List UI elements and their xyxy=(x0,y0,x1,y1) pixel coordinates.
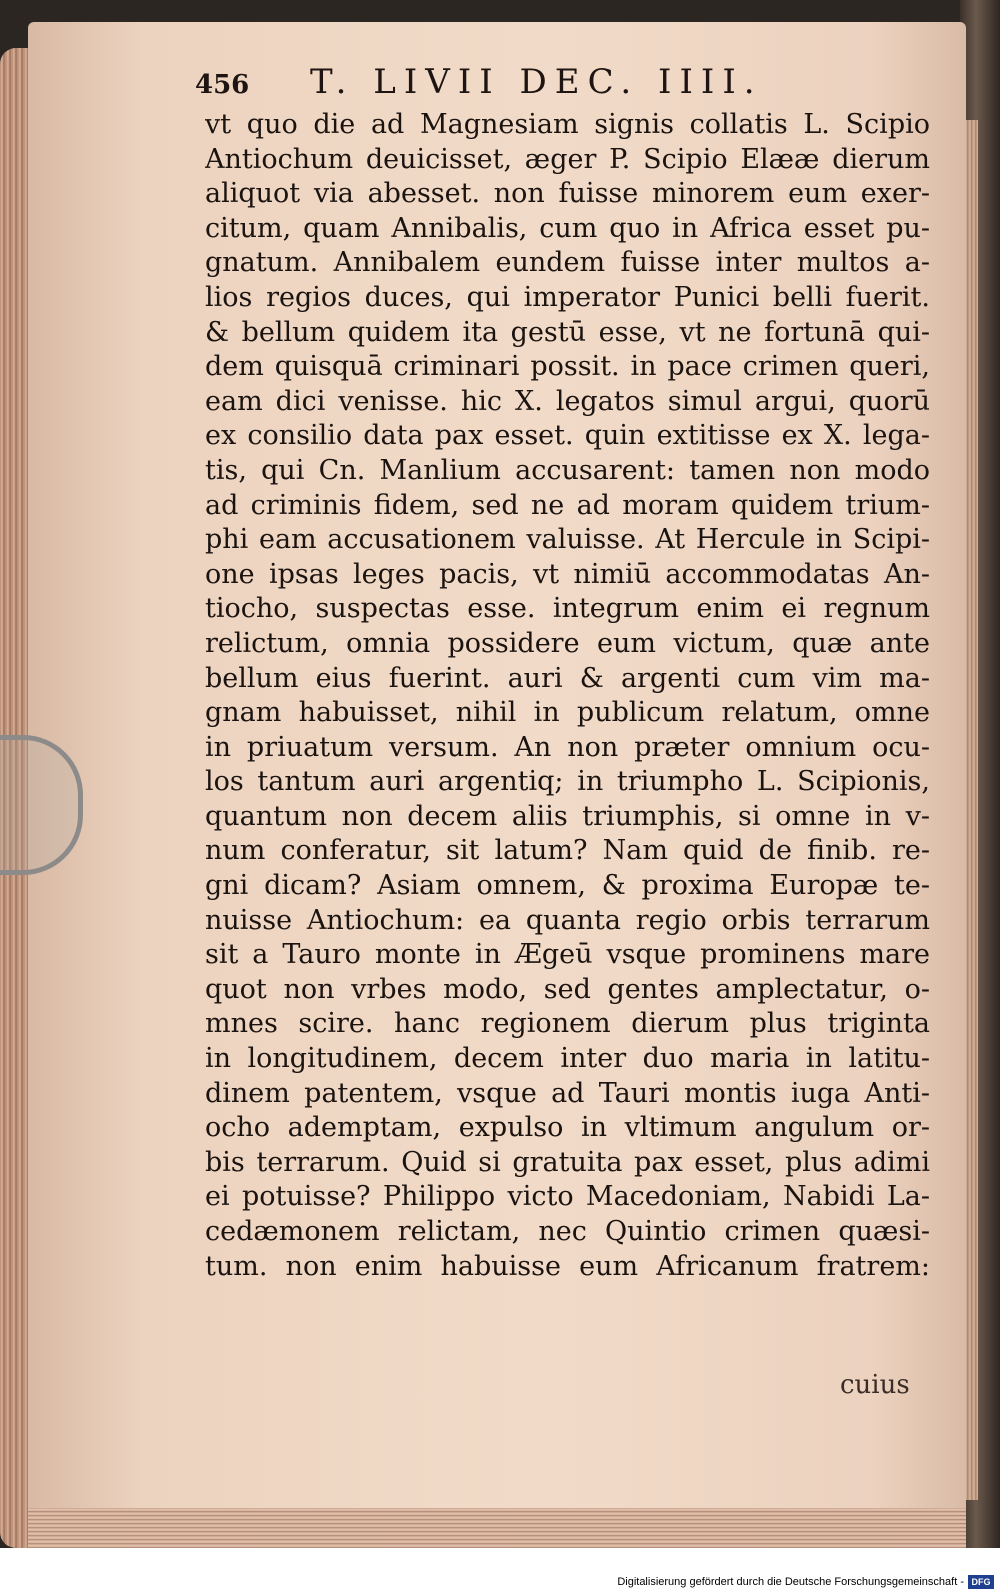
text-line: phi eam accusationem valuisse. At Hercule in Scipi- xyxy=(205,524,930,556)
page-number: 456 xyxy=(195,70,250,100)
text-line: gnatum. Annibalem eundem fuisse inter multos a- xyxy=(205,247,930,279)
text-line: in longitudinem, decem inter duo maria in latitu- xyxy=(205,1043,930,1075)
text-line: bellum eius fuerint. auri & argenti cum vim ma- xyxy=(205,662,930,694)
text-line: Antiochum deuicisset, æger P. Scipio Elææ dierum xyxy=(205,143,930,175)
dfg-logo-icon: DFG xyxy=(968,1575,994,1589)
text-line: cedæmonem relictam, nec Quintio crimen quæsi- xyxy=(205,1216,930,1247)
text-line: tum. non enim habuisse eum Africanum fratrem: xyxy=(205,1250,930,1282)
text-line: dinem patentem, vsque ad Tauri montis iuga Anti- xyxy=(205,1077,930,1109)
text-line: & bellum quidem ita gestū esse, vt ne fortunā qui- xyxy=(205,316,930,348)
text-line: in priuatum versum. An non præter omnium ocu- xyxy=(205,731,930,763)
text-line: one ipsas leges pacis, vt nimiū accommodatas An- xyxy=(205,558,930,590)
text-line: relictum, omnia possidere eum victum, quæ ante xyxy=(205,627,930,659)
text-line: tis, qui Cn. Manlium accusarent: tamen non modo xyxy=(205,454,930,486)
text-line: eam dici venisse. hic X. legatos simul argui, quorū xyxy=(205,385,930,417)
text-line: vt quo die ad Magnesiam signis collatis L. Scipio xyxy=(205,109,930,140)
text-line: ad criminis fidem, sed ne ad moram quidem trium- xyxy=(205,489,930,521)
running-header xyxy=(195,58,835,108)
text-line: los tantum auri argentiq; in triumpho L. Scipionis, xyxy=(205,766,930,798)
text-line: sit a Tauro monte in Ægeū vsque prominens mare xyxy=(205,939,930,971)
text-line: citum, quam Annibalis, cum quo in Africa esset pu- xyxy=(205,212,930,244)
text-line: lios regios duces, qui imperator Punici belli fuerit. xyxy=(205,281,930,313)
text-line: aliquot via abesset. non fuisse minorem eum exer- xyxy=(205,178,930,210)
page-edges-bottom xyxy=(28,1508,966,1548)
text-line: dem quisquā criminari possit. in pace crimen queri, xyxy=(205,351,930,383)
body-text xyxy=(205,108,930,1284)
text-line: num conferatur, sit latum? Nam quid de finib. re- xyxy=(205,835,930,867)
text-line: ex consilio data pax esset. quin extitisse ex X. lega- xyxy=(205,420,930,452)
text-line: gnam habuisset, nihil in publicum relatum, omne xyxy=(205,697,930,729)
text-line: quot non vrbes modo, sed gentes amplectatur, o- xyxy=(205,973,930,1005)
text-line: nuisse Antiochum: ea quanta regio orbis terrarum xyxy=(205,904,930,936)
footer-bar xyxy=(0,1548,1000,1596)
text-line: ei potuisse? Philippo victo Macedoniam, Nabidi La- xyxy=(205,1181,930,1213)
text-line: bis terrarum. Quid si gratuita pax esset, plus adimi xyxy=(205,1146,930,1178)
digitization-credit: Digitalisierung gefördert durch die Deutsche Forschungsgemeinschaft - xyxy=(617,1576,964,1588)
text-line: mnes scire. hanc regionem dierum plus triginta xyxy=(205,1008,930,1040)
text-line: ocho ademptam, expulso in vltimum angulum or- xyxy=(205,1112,930,1144)
text-line: tiocho, suspectas esse. integrum enim ei regnum xyxy=(205,593,930,625)
catchword: cuius xyxy=(840,1370,910,1400)
text-line: gni dicam? Asiam omnem, & proxima Europæ te- xyxy=(205,870,930,902)
running-title: T. LIVII DEC. IIII. xyxy=(310,62,763,102)
text-line: quantum non decem aliis triumphis, si omne in v- xyxy=(205,800,930,832)
